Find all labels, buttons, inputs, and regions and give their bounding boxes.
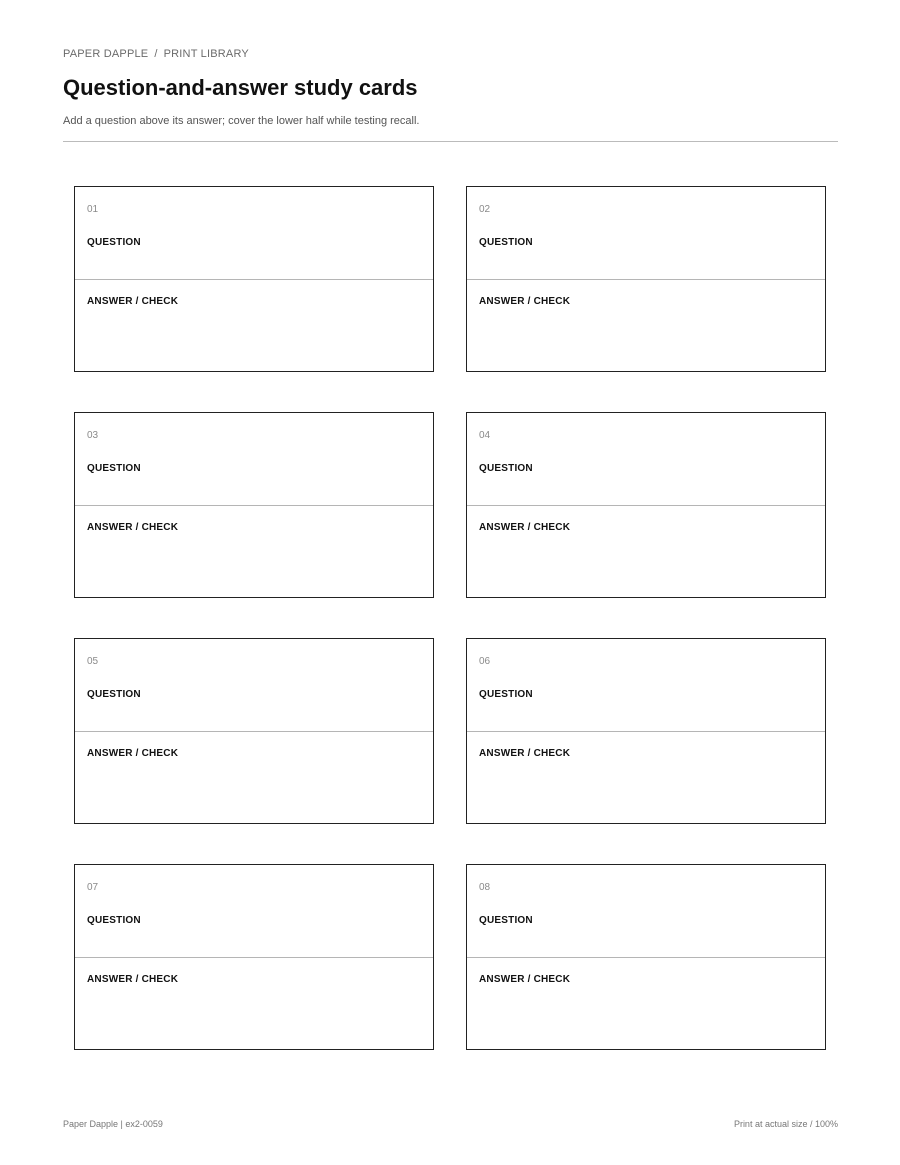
answer-label: ANSWER / CHECK [87,748,179,759]
card-number: 02 [479,204,491,215]
answer-label: ANSWER / CHECK [87,296,179,307]
study-card-grid [74,186,826,1050]
footer-document-id: Paper Dapple | ex2-0059 [63,1119,163,1129]
card-divider [75,957,433,958]
card-number: 06 [479,656,491,667]
question-label: QUESTION [479,689,533,700]
breadcrumb-separator: / [154,48,158,60]
card-divider [467,957,825,958]
question-label: QUESTION [87,237,141,248]
answer-label: ANSWER / CHECK [87,974,179,985]
card-divider [467,279,825,280]
header-divider [63,141,838,142]
card-number: 04 [479,430,491,441]
page-subtitle: Add a question above its answer; cover the lower half while testing recall. [63,115,420,127]
study-card [466,412,826,598]
question-label: QUESTION [479,915,533,926]
study-card [466,186,826,372]
breadcrumb [63,48,249,60]
footer-print-note: Print at actual size / 100% [733,1119,838,1129]
card-divider [467,505,825,506]
card-number: 01 [87,204,99,215]
study-card [466,638,826,824]
question-label: QUESTION [87,463,141,474]
answer-label: ANSWER / CHECK [479,522,571,533]
answer-label: ANSWER / CHECK [479,974,571,985]
breadcrumb-item-paper-dapple[interactable]: PAPER DAPPLE [63,48,149,60]
card-divider [75,731,433,732]
answer-label: ANSWER / CHECK [479,748,571,759]
card-divider [75,505,433,506]
card-number: 07 [87,882,99,893]
card-number: 05 [87,656,99,667]
study-card [466,864,826,1050]
answer-label: ANSWER / CHECK [87,522,179,533]
question-label: QUESTION [87,915,141,926]
card-number: 08 [479,882,491,893]
question-label: QUESTION [479,463,533,474]
page-title: Question-and-answer study cards [63,75,418,100]
answer-label: ANSWER / CHECK [479,296,571,307]
card-divider [467,731,825,732]
question-label: QUESTION [87,689,141,700]
question-label: QUESTION [479,237,533,248]
study-card [74,412,434,598]
breadcrumb-item-print-library[interactable]: PRINT LIBRARY [163,48,249,60]
study-card [74,864,434,1050]
card-number: 03 [87,430,99,441]
study-card [74,638,434,824]
study-card [74,186,434,372]
card-divider [75,279,433,280]
